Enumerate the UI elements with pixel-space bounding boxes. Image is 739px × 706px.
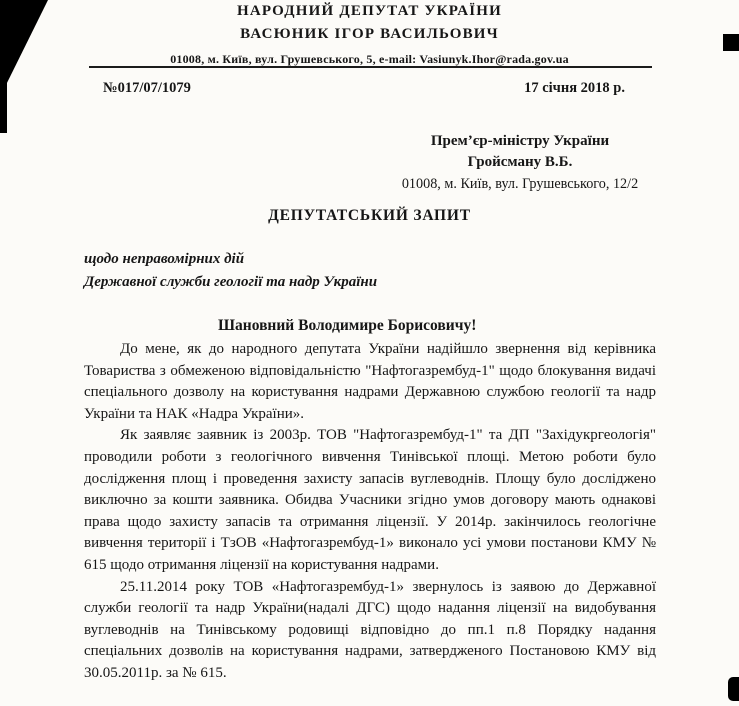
reference-row <box>103 80 625 97</box>
reference-number: №017/07/1079 <box>103 80 191 96</box>
body-paragraph-1: До мене, як до народного депутата України надійшло звернення від керівника Товариства з обмеженою відповідальністю "Нафтогазрембуд-1" щодо блокування видачі спеціального дозволу на користування надрами Державною службою геології та надр України та НАК «Надра України». <box>84 341 656 422</box>
letterhead-title: НАРОДНИЙ ДЕПУТАТ УКРАЇНИ <box>236 3 503 19</box>
letter-date: 17 січня 2018 р. <box>524 80 625 96</box>
letterhead <box>0 3 739 67</box>
addressee-name: Гройсману В.Б. <box>467 154 573 170</box>
subject-line-1: щодо неправомірних дій <box>84 251 245 267</box>
body-paragraph-3: 25.11.2014 року ТОВ «Нафтогазрембуд-1» звернулось із заявою до Державної служби геології та надр України(надалі ДГС) щодо надання ліцензії на видобування вуглеводнів на Тинівському родовищі відповідно до пп.1 п.8 Порядку надання спеціальних дозволів на користування надрами, затвердженого Постановою КМУ від 30.05.2011р. за № 615. <box>84 578 656 681</box>
letterhead-deputy-name: ВАСЮНИК ІГОР ВАСИЛЬОВИЧ <box>240 26 499 42</box>
addressee-address: 01008, м. Київ, вул. Грушевського, 12/2 <box>401 176 639 192</box>
letterhead-address: 01008, м. Київ, вул. Грушевського, 5, e-mail: Vasiunyk.Ihor@rada.gov.ua <box>170 52 569 66</box>
addressee-position: Прем’єр-міністру України <box>430 133 610 149</box>
scan-artifact-right-edge <box>728 677 739 701</box>
body-paragraph-2: Як заявляє заявник із 2003р. ТОВ "Нафтогазрембуд-1" та ДП "Західукргеологія" проводили роботи з геологічного вивчення Тинівської площі. Метою роботи було дослідження площ і проведення захисту запасів вуглеводнів. Площу було досліджено виключно за кошти заявника. Обидва Учасники згідно умов договору мають однакові права щодо захисту запасів та отримання ліцензії. У 2014р. закінчилось геологічне вивчення території і ТзОВ «Нафтогазрембуд-1» виконало усі умови постанови КМУ № 615 щодо отримання ліцензії на користування надрами. <box>84 427 656 573</box>
document-title: ДЕПУТАТСЬКИЙ ЗАПИТ <box>268 207 471 224</box>
subject-line-2: Державної служби геології та надр України <box>84 273 378 290</box>
letter-body <box>84 339 656 685</box>
subject-block <box>84 248 377 293</box>
salutation: Шановний Володимире Борисовичу! <box>218 317 477 334</box>
letterhead-divider <box>89 66 652 68</box>
addressee-block <box>384 131 656 195</box>
